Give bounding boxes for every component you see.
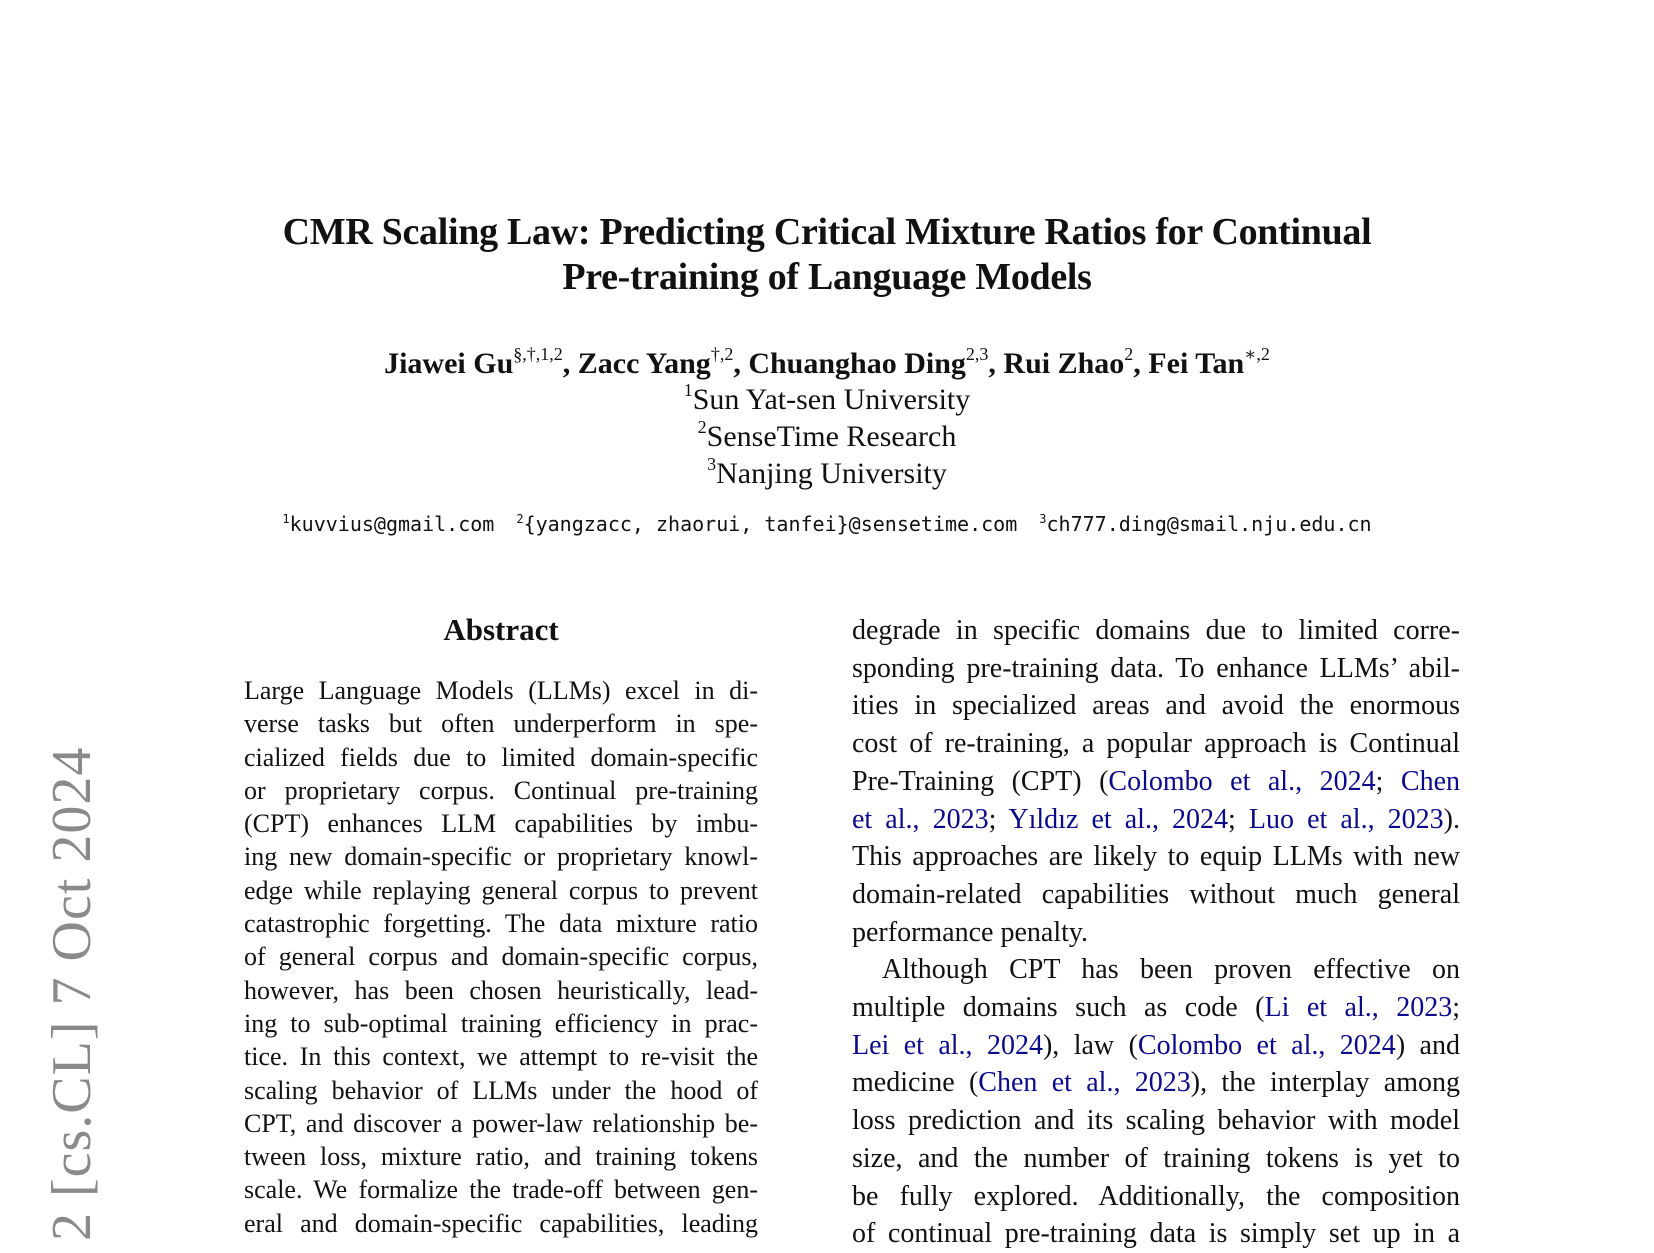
email-list (200, 511, 1454, 540)
body-line (852, 763, 1460, 801)
text: multiple domains such as code ( (852, 992, 1265, 1024)
text: ), law ( (1042, 1029, 1138, 1061)
body-line: be fully explored. Additionally, the composition (852, 1180, 1460, 1212)
arxiv-identifier-stamp: 2 [cs.CL] 7 Oct 2024 (41, 746, 103, 1241)
left-column (244, 610, 758, 1240)
text: ; (1228, 803, 1249, 835)
abstract-line: verse tasks but often underperform in spe- (244, 709, 758, 739)
citation-link[interactable]: Luo et al., 2023 (1248, 803, 1444, 835)
body-line: cost of re-training, a popular approach is Continual (852, 728, 1460, 760)
citation-link[interactable]: Colombo et al., 2024 (1137, 1029, 1396, 1061)
email-address: ch777.ding@smail.nju.edu.cn (1046, 512, 1372, 536)
affiliation-mark: 3 (707, 454, 717, 475)
author-marks: 2,3 (965, 344, 989, 365)
text: ) and (1395, 1029, 1460, 1061)
body-line: ities in specialized areas and avoid the enormous (852, 690, 1460, 722)
affiliation-3 (200, 456, 1454, 495)
body-line: loss prediction and its scaling behavior with model (852, 1105, 1460, 1137)
text: ), the interplay among (1190, 1067, 1460, 1099)
author-name: Zacc Yang (577, 347, 711, 380)
abstract-line: scale. We formalize the trade-off between gen- (244, 1175, 758, 1205)
citation-link[interactable]: Colombo et al., 2024 (1108, 765, 1376, 797)
text: ; (1375, 765, 1401, 797)
text: ). (1443, 803, 1460, 835)
citation-link[interactable]: et al., 2023 (852, 803, 989, 835)
intro-paragraph-1 (852, 612, 1460, 951)
abstract-body (244, 674, 758, 1240)
email-mark: 2 (516, 511, 524, 526)
affiliation-2 (200, 419, 1454, 458)
abstract-line: scaling behavior of LLMs under the hood of (244, 1075, 758, 1105)
body-line: size, and the number of training tokens is yet to (852, 1142, 1460, 1174)
right-column (852, 612, 1460, 1253)
body-line: of continual pre-training data is simply set up in a (852, 1218, 1460, 1250)
abstract-line: or proprietary corpus. Continual pre-training (244, 775, 758, 805)
body-line: degrade in specific domains due to limited corre- (852, 615, 1460, 646)
body-line (852, 801, 1460, 839)
title-line-2: Pre-training of Language Models (562, 256, 1092, 298)
body-line (852, 989, 1460, 1027)
author-marks: 2 (1124, 344, 1134, 365)
body-line: This approaches are likely to equip LLMs with new (852, 841, 1460, 873)
author-marks: ∗,2 (1244, 344, 1270, 365)
abstract-line: edge while replaying general corpus to prevent (244, 875, 758, 905)
author-marks: †,2 (710, 344, 734, 365)
body-line: performance penalty. (852, 916, 1089, 948)
author-name: Jiawei Gu (384, 347, 514, 380)
email-address: {yangzacc, zhaorui, tanfei}@sensetime.com (523, 512, 1018, 536)
author-name: Rui Zhao (1003, 347, 1125, 380)
email-address: kuvvius@gmail.com (289, 512, 495, 536)
abstract-line: however, has been chosen heuristically, lead- (244, 975, 758, 1005)
text: ; (1452, 992, 1460, 1024)
abstract-line: catastrophic forgetting. The data mixture ratio (244, 909, 758, 939)
body-line: domain-related capabilities without much general (852, 878, 1460, 910)
author-name: Fei Tan (1148, 347, 1245, 380)
author-list: Jiawei $Gu^{\S,\dagger,1,2}$, Zacc Yang$^{\dagger,2}$, Chuanghao Ding$^{2,3}$, Rui Zhao$^2$, Fei Tan$^{∗,2}$ (384, 344, 1270, 380)
abstract-line: (CPT) enhances LLM capabilities by imbu- (244, 809, 758, 839)
text: ; (988, 803, 1009, 835)
title-line-1: CMR Scaling Law: Predicting Critical Mixture Ratios for Continual (282, 211, 1372, 253)
paper-title (200, 210, 1454, 300)
affiliation-name: Nanjing University (716, 457, 947, 490)
text: Pre-Training (CPT) ( (852, 765, 1109, 797)
body-line: Although CPT has been proven effective on (882, 954, 1460, 986)
abstract-line: ing to sub-optimal training efficiency in prac- (244, 1008, 758, 1038)
email-mark: 1 (282, 511, 290, 526)
abstract-line: Large Language Models (LLMs) excel in di- (244, 676, 758, 705)
abstract-line: of general corpus and domain-specific corpus, (244, 942, 758, 972)
affiliation-name: SenseTime Research (706, 420, 957, 453)
author-marks: §,†,1,2 (513, 344, 563, 365)
citation-link[interactable]: Li et al., 2023 (1264, 992, 1453, 1024)
abstract-heading: Abstract (443, 612, 559, 647)
text: medicine ( (852, 1067, 979, 1099)
citation-link[interactable]: Chen (1400, 765, 1460, 797)
intro-paragraph-2 (852, 951, 1460, 1253)
abstract-line: CPT, and discover a power-law relationship be- (244, 1108, 758, 1138)
body-line: sponding pre-training data. To enhance LLMs’ abil- (852, 652, 1460, 684)
abstract-line: ing new domain-specific or proprietary knowl- (244, 842, 758, 872)
affiliation-1 (200, 382, 1454, 421)
abstract-line: eral and domain-specific capabilities, leading (244, 1208, 758, 1238)
email-mark: 3 (1039, 511, 1047, 526)
author-name: Chuanghao Ding (748, 347, 966, 380)
abstract-line: cialized fields due to limited domain-specific (244, 742, 758, 772)
citation-link[interactable]: Lei et al., 2024 (852, 1029, 1043, 1061)
citation-link[interactable]: Chen et al., 2023 (978, 1067, 1191, 1099)
citation-link[interactable]: Yıldız et al., 2024 (1008, 803, 1229, 835)
affiliation-mark: 2 (697, 417, 707, 438)
body-line (852, 1027, 1460, 1065)
affiliation-mark: 1 (683, 380, 693, 401)
body-line (852, 1064, 1460, 1102)
abstract-line: tice. In this context, we attempt to re-visit the (244, 1042, 758, 1072)
abstract-line: tween loss, mixture ratio, and training tokens (244, 1142, 758, 1172)
affiliation-name: Sun Yat-sen University (692, 383, 971, 416)
